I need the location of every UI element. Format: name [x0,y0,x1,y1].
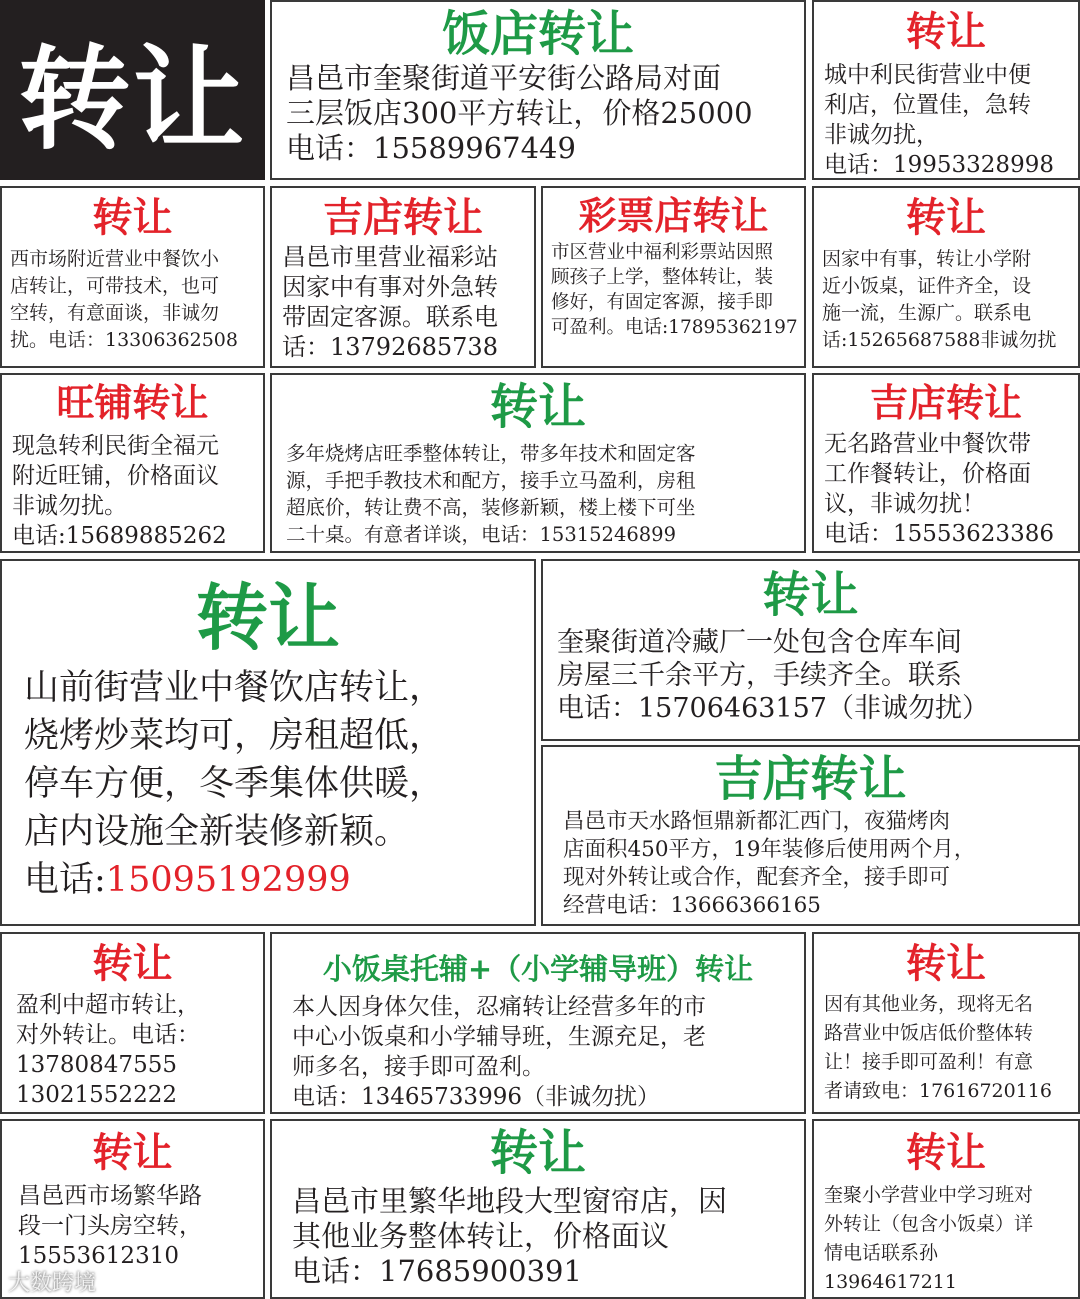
ad-body: 昌邑市奎聚街道平安街公路局对面 三层饭店300平方转让，价格25000 电话：15589967449 [286,60,753,165]
ad-title: 转让 [195,576,340,660]
ad-convenience-store [812,0,1080,180]
ad-body: 昌邑市里繁华地段大型窗帘店，因 其他业务整体转让，价格面议 电话：17685900391 [292,1183,728,1288]
ad-body: 城中利民街营业中便 利店，位置佳，急转 非诚勿扰， 电话：19953328998 [824,62,1054,178]
ad-body: 因有其他业务，现将无名 路营业中饭店低价整体转 让！接手即可盈利！有意 者请致电：17616720116 [824,993,1052,1102]
hero-title: 转让 [18,34,247,165]
ad-title: 旺铺转让 [56,381,209,425]
ad-title: 转让 [906,941,986,987]
ad-title: 转让 [906,1130,986,1176]
ad-title: 转让 [906,9,986,55]
ad-body: 多年烧烤店旺季整体转让，带多年技术和固定客 源，手把手教技术和配方，接手立马盈利，房租 超底价，转让费不高，装修新颖，楼上楼下可坐 二十桌。有意者详谈，电话：15315246899 [286,441,696,546]
ad-lottery-station [270,186,536,368]
ad-body: 山前街营业中餐饮店转让， 烧烤炒菜均可，房租超低， 停车方便，冬季集体供暖， 店内设施全新装修新颖。 [24,668,445,853]
ad-shanqian-street-restaurant [0,559,536,926]
ad-tutoring-class [270,932,806,1114]
ad-body: 无名路营业中餐饮带 工作餐转让，价格面 议，非诚勿扰！ 电话：15553623386 [824,430,1054,547]
ad-body: 因家中有事，转让小学附 近小饭桌，证件齐全，设 施一流，生源广。联系电 话:15265687588非诚勿扰 [822,248,1057,351]
ad-title: 转让 [92,1130,173,1176]
ad-title: 转让 [489,379,586,435]
watermark: 大数跨境 [8,1271,97,1296]
ad-school-dining [812,186,1080,368]
ad-title: 吉店转让 [869,381,1022,425]
ad-phone-line [2,856,534,904]
ad-title: 转让 [489,1125,586,1181]
ad-body: 奎聚街道冷藏厂一处包含仓库车间 房屋三千余平方，手续齐全。联系 电话：15706463157（非诚勿扰） [557,626,989,724]
ad-body: 本人因身体欠佳，忍痛转让经营多年的市 中心小饭桌和小学辅导班，生源充足，老 师多名，接手即可盈利。 电话：13465733996（非诚勿扰） [292,993,706,1110]
ad-title: 彩票店转让 [578,194,769,238]
ad-body: 现急转利民街全福元 附近旺铺，价格面议 非诚勿扰。 电话:15689885262 [12,432,227,549]
ad-cold-storage [541,559,1080,741]
ad-curtain-store [270,1119,806,1299]
ad-body: 昌邑市里营业福彩站 因家中有事对外急转 带固定客源。联系电 话：13792685738 [282,243,498,361]
ad-title: 转让 [92,195,173,241]
ad-title: 转让 [92,941,173,987]
phone-label: 电话: [24,860,106,901]
ad-tianshui-road-bbq [541,745,1080,926]
ad-low-price-restaurant [812,932,1080,1114]
phone-number: 15095192999 [105,860,351,901]
ad-body: 盈利中超市转让， 对外转让。电话： 13780847555 13021552222 [16,992,200,1108]
ad-restaurant-transfer [270,0,806,180]
ad-body: 昌邑市天水路恒鼎新都汇西门，夜猫烤肉 店面积450平方，19年装修后使用两个月， 现对外转让或合作，配套齐全，接手即可 经营电话：13666366165 [563,808,976,918]
hero-banner [0,0,265,180]
ad-body: 西市场附近营业中餐饮小 店转让，可带技术，也可 空转，有意面谈，非诚勿 扰。电话：13306362508 [10,248,238,351]
ad-title: 吉店转让 [714,751,907,807]
ad-study-class [812,1119,1080,1299]
ad-body: 奎聚小学营业中学习班对 外转让（包含小饭桌）详 情电话联系孙 13964617211 [824,1184,1034,1293]
ad-body: 市区营业中福利彩票站因照 顾孩子上学，整体转让，装 修好，有固定客源，接手即 可盈利。电话:17895362197 [551,241,798,338]
ad-lottery-shop [541,186,806,368]
ad-title: 小饭桌托辅+（小学辅导班）转让 [322,952,754,986]
ad-wuming-road-restaurant [812,373,1080,553]
ad-prime-shop [0,373,265,553]
ad-supermarket [0,932,265,1114]
ad-title: 吉店转让 [323,195,483,241]
ad-title: 饭店转让 [441,6,634,62]
ad-west-market-shop [0,186,265,368]
ad-title: 转让 [762,567,859,623]
ad-bbq-restaurant [270,373,806,553]
ad-title: 转让 [906,195,986,241]
ad-body: 昌邑西市场繁华路 段一门头房空转， 15553612310 [18,1183,202,1269]
